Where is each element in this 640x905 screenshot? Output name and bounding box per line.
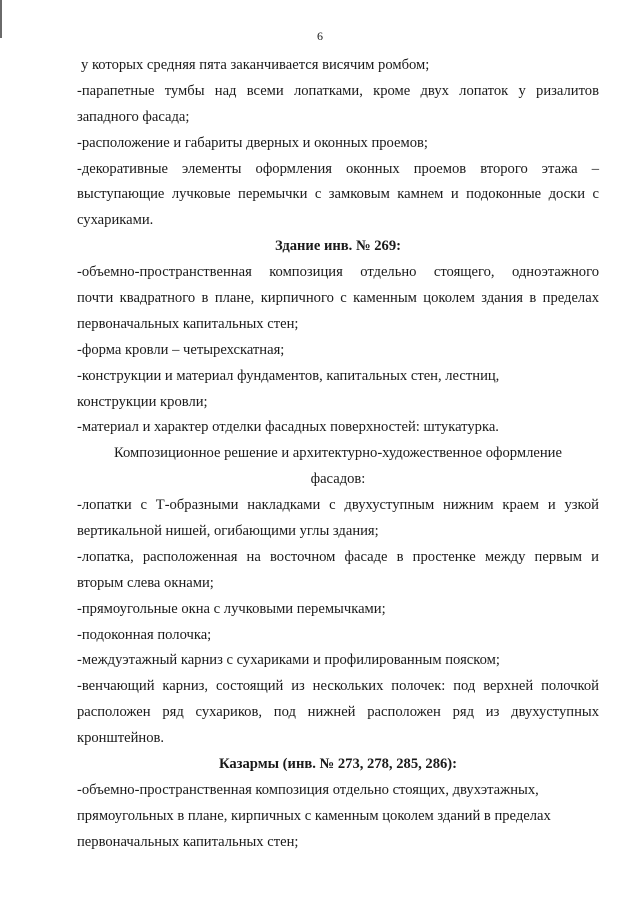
text-line: расположен ряд сухариков, под нижней расположен ряд из двухуступных (77, 704, 599, 721)
text-line: -междуэтажный карниз с сухариками и профилированным пояском; (77, 652, 500, 669)
text-line: -объемно-пространственная композиция отдельно стоящих, двухэтажных, (77, 781, 539, 798)
text-line: первоначальных капитальных стен; (77, 315, 299, 332)
text-line: у которых средняя пята заканчивается висячим ромбом; (81, 57, 430, 73)
document-body (77, 53, 599, 856)
text-line: конструкции кровли; (77, 393, 208, 410)
text-line: кронштейнов. (77, 730, 165, 747)
text-line: фасадов: (310, 471, 366, 488)
text-line: -лопатки с Т-образными накладками с двухуступным нижним краем и узкой (77, 497, 599, 514)
text-line: выступающие лучковые перемычки с замковым камнем и подоконные доски с (77, 186, 599, 203)
text-line: вертикальной нишей, огибающими углы здания; (77, 523, 379, 540)
text-line: сухариками. (77, 212, 154, 229)
text-line: прямоугольных в плане, кирпичных с каменным цоколем зданий в пределах (77, 807, 551, 824)
text-line: -парапетные тумбы над всеми лопатками, кроме двух лопаток у ризалитов (77, 82, 599, 99)
page-number: 6 (317, 29, 323, 43)
section-heading: Казармы (инв. № 273, 278, 285, 286): (218, 756, 458, 773)
text-line: западного фасада; (77, 108, 190, 125)
text-line: Композиционное решение и архитектурно-художественное оформление (114, 445, 562, 462)
text-line: -расположение и габариты дверных и оконных проемов; (77, 134, 428, 151)
text-line: -форма кровли – четырехскатная; (77, 341, 285, 358)
text-line: -прямоугольные окна с лучковыми перемычками; (77, 600, 386, 617)
text-line: -лопатка, расположенная на восточном фасаде в простенке между первым и (77, 548, 599, 565)
text-line: первоначальных капитальных стен; (77, 833, 299, 850)
text-line: почти квадратного в плане, кирпичного с каменным цоколем здания в пределах (77, 290, 599, 307)
section-heading: Здание инв. № 269: (274, 238, 402, 255)
text-line: -материал и характер отделки фасадных поверхностей: штукатурка. (77, 419, 499, 436)
text-line: вторым слева окнами; (77, 574, 214, 591)
text-line: -объемно-пространственная композиция отдельно стоящего, одноэтажного (77, 264, 599, 281)
text-line: -венчающий карниз, состоящий из нескольких полочек: под верхней полочкой (77, 678, 599, 695)
text-line: -подоконная полочка; (77, 626, 212, 643)
text-line: -декоративные элементы оформления оконных проемов второго этажа – (77, 160, 599, 177)
text-line: -конструкции и материал фундаментов, капитальных стен, лестниц, (77, 367, 500, 384)
